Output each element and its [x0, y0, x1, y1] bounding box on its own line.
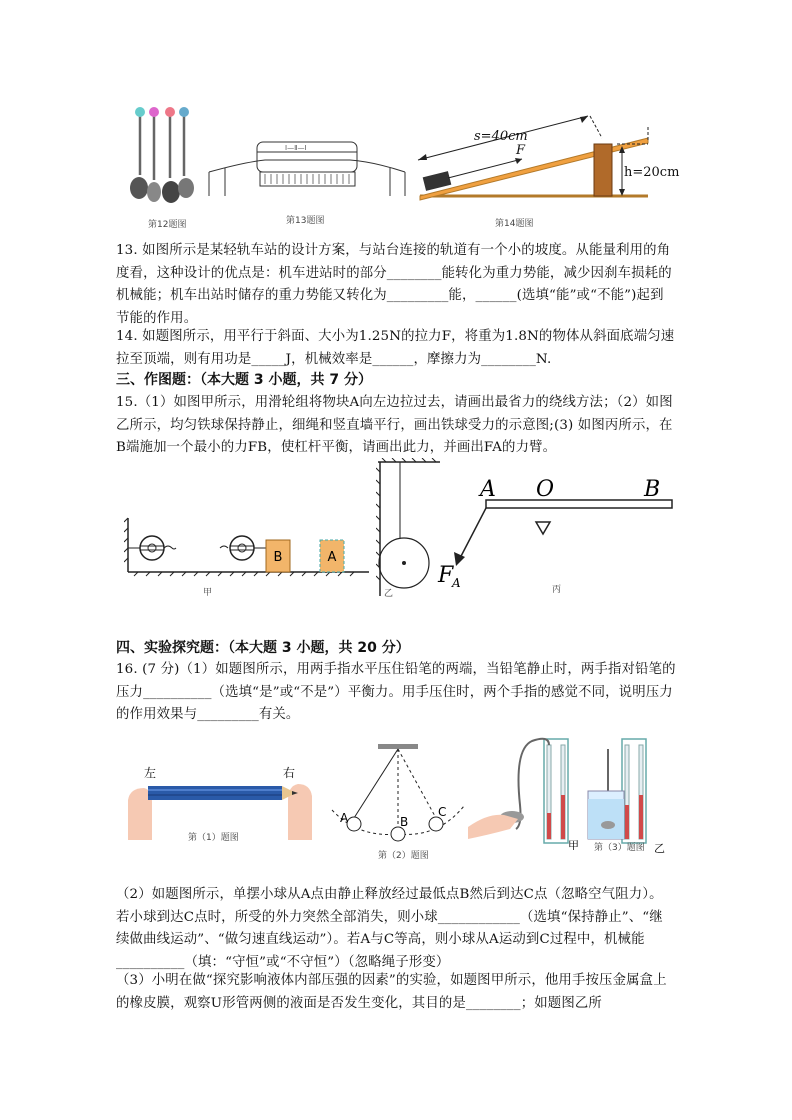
- incline-force-label: F: [516, 143, 526, 158]
- caption-fig16-3: 第（3）题图: [594, 843, 645, 853]
- figure-14-incline: [412, 108, 682, 208]
- figure-16-3-manometer: [468, 735, 680, 850]
- question-14: 14. 如题图所示，用平行于斜面、大小为1.25N的拉力F，将重为1.8N的物体从斜面底端匀速拉至顶端，则有用功是_____J，机械效率是______，摩擦力为________N.: [116, 329, 675, 367]
- section-3-heading: 三、作图题：（本大题 3 小题，共 7 分）: [116, 372, 372, 388]
- caption-fig16-2: 第（2）题图: [378, 851, 429, 861]
- question-16-part-1: 16. (7 分)（1）如题图所示，用两手指水平压住铅笔的两端，当铅笔静止时，两手指对铅笔的压力__________（选填“是”或“不是”）平衡力。用手压住时，两个手指的感觉不同，说明压力的作用效果与_________有关。: [116, 662, 676, 722]
- lever-label-b: B: [644, 477, 661, 502]
- pendulum-label-b: B: [400, 815, 409, 829]
- figure-13-station: [205, 130, 410, 205]
- pendulum-label-a: A: [340, 811, 349, 825]
- svg-text:s=40cm: [474, 129, 528, 144]
- figure-12-ladles: [126, 100, 206, 215]
- question-16-part-3: （3）小明在做“探究影响液体内部压强的因素”的实验，如题图甲所示，他用手按压金属盒上的橡皮膜，观察U形管两侧的液面是否发生变化，其目的是________；如题图乙所: [116, 973, 667, 1011]
- caption-fig15-yi: 乙: [384, 589, 394, 599]
- incline-s-label: s=40cm: [474, 129, 528, 144]
- manometer-label-jia: 甲: [568, 839, 579, 850]
- lever-label-o: O: [536, 477, 555, 502]
- question-15: 15.（1）如图甲所示，用滑轮组将物块A向左边拉过去，请画出最省力的绕线方法；（2）如图乙所示，均匀铁球保持静止，细绳和竖直墙平行，画出铁球受力的示意图;(3) 如图丙所示，在B端施加一个最小的力FB，使杠杆平衡，请画出此力，并画出FA的力臂。: [116, 395, 673, 455]
- caption-fig15-jia: 甲: [203, 588, 213, 598]
- lever-force-sub: A: [452, 576, 461, 590]
- lever-force-f: F: [438, 563, 454, 588]
- section-4-heading: 四、实验探究题：（本大题 3 小题，共 20 分）: [116, 640, 410, 656]
- caption-fig15-bing: 丙: [552, 585, 562, 595]
- pencil-left-label: 左: [144, 766, 157, 780]
- question-16-part-2: （2）如题图所示，单摆小球从A点由静止释放经过最低点B然后到达C点（忽略空气阻力）。若小球到达C点时，所受的外力突然全部消失，则小球____________（选填“保持静止”、“继续做曲线运动”、“做匀速直线运动”）。若A与C等高，则小球从A运动到C过程中，机械能__________（填：“守恒”或“不守恒”）（忽略绳子形变）: [116, 887, 663, 970]
- pencil-right-label: 右: [283, 766, 296, 780]
- incline-h-label: h=20cm: [624, 165, 680, 180]
- figure-16-2-pendulum: [328, 742, 468, 847]
- caption-fig12: 第12题图: [148, 220, 187, 230]
- pendulum-label-c: C: [438, 805, 447, 819]
- block-a-label: A: [327, 550, 337, 565]
- manometer-label-yi: 乙: [654, 842, 665, 855]
- figure-15-bing-lever: [432, 470, 682, 590]
- block-b-label: B: [273, 550, 283, 565]
- caption-fig14: 第14题图: [495, 219, 534, 229]
- station-sign: Ⅰ—Ⅱ—Ⅰ: [285, 144, 307, 152]
- question-13: 13. 如图所示是某轻轨车站的设计方案，与站台连接的轨道有一个小的坡度。从能量利用的角度看，这种设计的优点是：机车进站时的部分________能转化为重力势能，减少因刹车损耗的机械能；机车出站时储存的重力势能又转化为_________能，______(选填“能”或“不能”)起到节能的作用。: [116, 243, 672, 326]
- figure-15-jia-pulley: [124, 510, 374, 590]
- caption-fig13: 第13题图: [286, 216, 325, 226]
- lever-label-a: A: [480, 477, 496, 502]
- caption-fig16-1: 第（1）题图: [188, 833, 239, 843]
